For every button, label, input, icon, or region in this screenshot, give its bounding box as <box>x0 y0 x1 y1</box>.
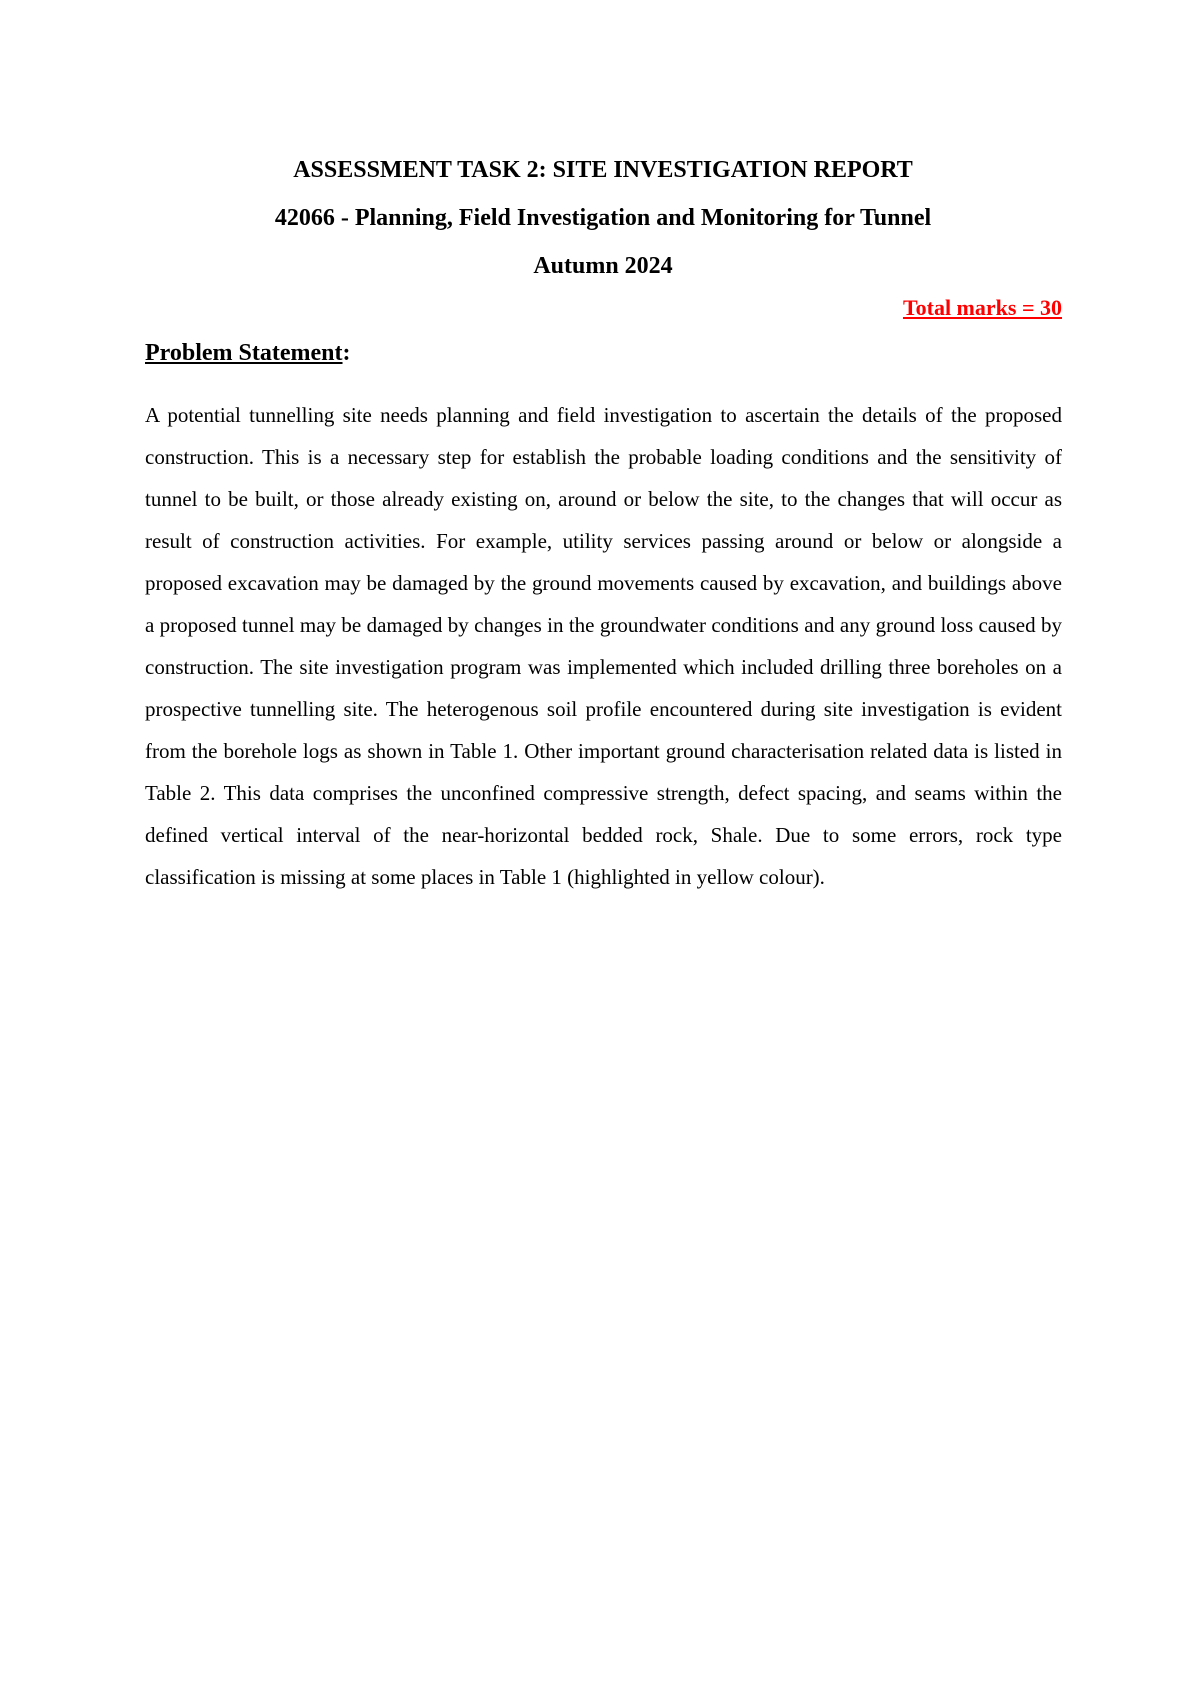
problem-statement-heading <box>145 336 351 370</box>
total-marks: Total marks = 30 <box>902 295 1062 320</box>
problem-statement-heading-text: Problem Statement <box>145 340 343 366</box>
subject-title: 42066 - Planning, Field Investigation and Monitoring for Tunnel <box>274 205 932 231</box>
session-title: Autumn 2024 <box>533 253 673 279</box>
problem-statement-heading-colon: : <box>342 340 351 366</box>
document-title-block <box>144 146 1062 290</box>
assessment-title: ASSESSMENT TASK 2: SITE INVESTIGATION REPORT <box>293 157 913 183</box>
problem-statement-paragraph: A potential tunnelling site needs planning and field investigation to ascertain the details of the proposed construction. This is a necessary step for establish the probable loading conditions and the sensitivity of tunnel to be built, or those already existing on, around or below the site, to the changes that will occur as result of construction activities. For example, utility services passing around or below or alongside a proposed excavation may be damaged by the ground movements caused by excavation, and buildings above a proposed tunnel may be damaged by changes in the groundwater conditions and any ground loss caused by construction. The site investigation program was implemented which included drilling three boreholes on a prospective tunnelling site. The heterogenous soil profile encountered during site investigation is evident from the borehole logs as shown in Table 1. Other important ground characterisation related data is listed in Table 2. This data comprises the unconfined compressive strength, defect spacing, and seams within the defined vertical interval of the near-horizontal bedded rock, Shale. Due to some errors, rock type classification is missing at some places in Table 1 (highlighted in yellow colour). <box>145 403 1062 889</box>
